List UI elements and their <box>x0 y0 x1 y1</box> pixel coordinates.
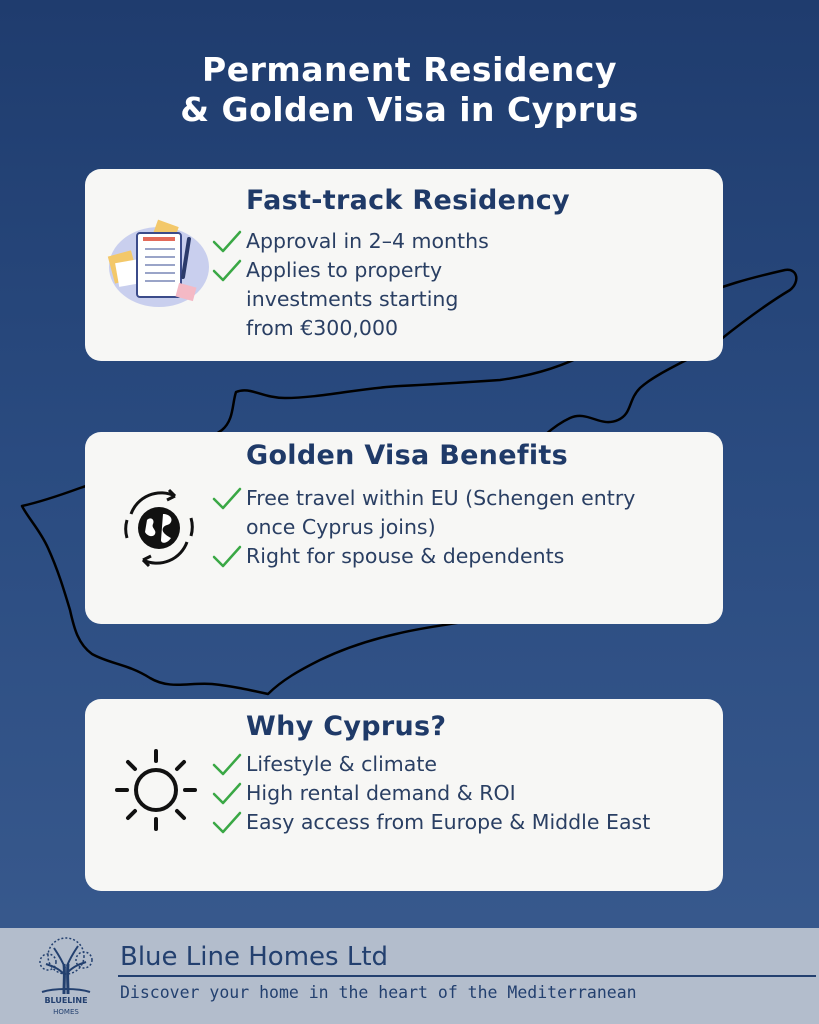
footer <box>0 928 819 1024</box>
list-item <box>212 750 650 779</box>
logo-brand-text: BLUELINE <box>44 996 88 1005</box>
footer-divider <box>118 975 816 977</box>
title-line-2: & Golden Visa in Cyprus <box>180 90 639 129</box>
checkmark-icon <box>212 230 242 254</box>
list-item-continuation <box>212 314 489 343</box>
card-heading: Golden Visa Benefits <box>246 440 568 471</box>
company-name: Blue Line Homes Ltd <box>120 942 389 972</box>
card-list <box>212 750 650 837</box>
page-title <box>0 50 819 130</box>
list-item-text: Free travel within EU (Schengen entry <box>246 486 636 510</box>
list-item <box>212 484 635 513</box>
card-list <box>212 484 635 571</box>
list-item-continuation <box>212 513 635 542</box>
list-item <box>212 808 650 837</box>
checkmark-icon <box>212 782 242 806</box>
list-item-continuation <box>212 285 489 314</box>
card-golden-visa-benefits <box>85 432 723 624</box>
card-heading: Why Cyprus? <box>246 711 447 742</box>
checklist-icon <box>105 219 209 309</box>
sun-icon <box>115 749 197 831</box>
tree-logo-icon <box>34 934 98 996</box>
list-item-text: Right for spouse & dependents <box>246 544 565 568</box>
list-item <box>212 227 489 256</box>
company-logo <box>34 934 98 1020</box>
list-item-text: Lifestyle & climate <box>246 752 437 776</box>
list-item-text: Easy access from Europe & Middle East <box>246 810 651 834</box>
checkmark-icon <box>212 753 242 777</box>
logo-brand-subtext: HOMES <box>53 1008 79 1016</box>
checkmark-icon <box>212 545 242 569</box>
checkmark-icon <box>212 487 242 511</box>
list-item <box>212 779 650 808</box>
title-line-1: Permanent Residency <box>202 50 617 89</box>
list-item-text: Applies to property <box>246 258 443 282</box>
card-why-cyprus <box>85 699 723 891</box>
list-item <box>212 542 635 571</box>
list-item-text: High rental demand & ROI <box>246 781 516 805</box>
footer-tagline: Discover your home in the heart of the Mediterranean <box>120 983 637 1002</box>
card-heading: Fast-track Residency <box>246 185 570 216</box>
list-item-text: from €300,000 <box>246 316 399 340</box>
card-list <box>212 227 489 343</box>
list-item-text: Approval in 2–4 months <box>246 229 489 253</box>
list-item-text: investments starting <box>246 287 459 311</box>
globe-icon <box>117 486 201 570</box>
card-fast-track-residency <box>85 169 723 361</box>
checkmark-icon <box>212 811 242 835</box>
list-item <box>212 256 489 285</box>
checkmark-icon <box>212 259 242 283</box>
list-item-text: once Cyprus joins) <box>246 515 436 539</box>
